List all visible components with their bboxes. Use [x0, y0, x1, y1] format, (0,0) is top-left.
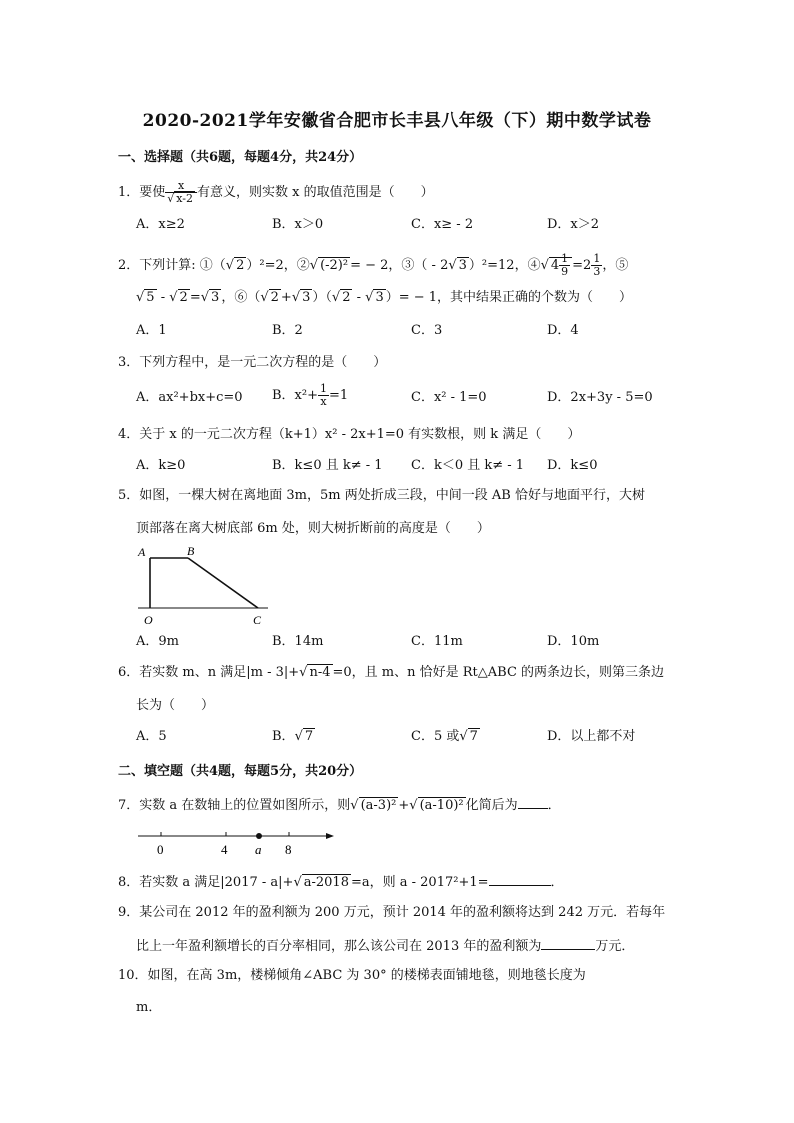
q1-option-d: D．x＞2 — [547, 217, 600, 232]
q1-fraction — [165, 180, 197, 205]
q6-option-d: D．以上都不对 — [547, 729, 636, 744]
question-2-line-1: 2．下列计算: ①（√ 2 ）²=2，②√ (-2)² = − 2，③（ - 2√ 3 ）²=12，④√ 4 $\frac{1}{9}$ =2 $\frac{1}{3}$ ，⑤ — [118, 252, 629, 278]
q3-b-frac — [318, 383, 329, 408]
q7-post: 化简后为 — [465, 798, 518, 813]
q2-text-i: =2 — [572, 258, 592, 273]
question-2-line-2: √ 5 - √ 2 =√ 3 ，⑥（√ 2 +√ 3 ）（√ 2 - √ 3 ）= − 1，其中结果正确的个数为（ ） — [136, 290, 633, 305]
q7-number-line — [134, 826, 344, 860]
question-5-line-2: 顶部落在离大树底部 6m 处，则大树折断前的高度是（ ） — [136, 521, 490, 536]
q6-option-c: C．5 或√ 7 — [411, 729, 478, 744]
q3-option-a: A．ax²+bx+c=0 — [136, 390, 243, 405]
q5-option-c: C．11m — [411, 634, 463, 649]
q8-post: =a，则 a - 2017²+1= — [350, 875, 489, 890]
q2-rad-i: 3 — [302, 290, 311, 305]
q7-point-a — [256, 833, 262, 839]
q2-rad-3: 3 — [211, 290, 220, 305]
q1-post: 有意义，则实数 x 的取值范围是（ ） — [197, 185, 434, 200]
q1-option-a: A．x≥2 — [136, 217, 185, 232]
q2-option-d: D．4 — [547, 323, 579, 338]
q5-option-a: A．9m — [136, 634, 179, 649]
q5-option-b: B．14m — [272, 634, 324, 649]
q3-b-pre: B．x²+ — [272, 388, 318, 403]
q6-c-pre: C．5 或 — [411, 729, 460, 744]
q5-option-d: D．10m — [547, 634, 600, 649]
q5-label-c: C — [253, 613, 262, 627]
q6-option-b: B．√ 7 — [272, 729, 314, 744]
q1-option-c: C．x≥ - 2 — [411, 217, 474, 232]
q2-paren: ）（ — [312, 290, 332, 305]
q6-b-rad: 7 — [304, 729, 314, 744]
q9-l2-post: 万元． — [595, 939, 635, 954]
q1-frac-num: x — [165, 180, 197, 193]
q2-text-a: 2．下列计算: ①（ — [118, 258, 226, 273]
q5-label-o: O — [144, 613, 153, 627]
q6-option-a: A．5 — [136, 729, 167, 744]
q3-option-b — [272, 383, 348, 408]
q6-b-pre: B． — [272, 729, 295, 744]
q2-option-b: B．2 — [272, 323, 303, 338]
section-heading-fill: 二、填空题（共4题，每题5分，共20分） — [118, 764, 363, 779]
q4-option-c: C．k＜0 且 k≠ - 1 — [411, 458, 525, 473]
section-heading-choice: 一、选择题（共6题，每题4分，共24分） — [118, 150, 363, 165]
q7-end: ． — [547, 798, 561, 813]
q1-option-b: B．x＞0 — [272, 217, 324, 232]
question-6-line-1: 6．若实数 m、n 满足|m - 3|+√ n-4 =0，且 m、n 恰好是 Rt△ABC 的两条边长，则第三条边 — [118, 665, 665, 680]
q6-text-c: =0，且 m、n 恰好是 Rt△ABC 的两条边长，则第三条边 — [332, 665, 665, 680]
question-10-line-2: m． — [136, 1000, 162, 1015]
q1-frac-den-radicand: x-2 — [176, 192, 194, 205]
page-title: 2020-2021学年安徽省合肥市长丰县八年级（下）期中数学试卷 — [142, 111, 652, 131]
q7-label-8: 8 — [285, 842, 292, 857]
q2-text-g: ）²=12，④ — [468, 258, 541, 273]
question-7: 7．实数 a 在数轴上的位置如图所示，则√ (a-3)² +√ (a-10)² 化简后为 ． — [118, 794, 561, 815]
q4-option-d: D．k≤0 — [547, 458, 598, 473]
q3-b-den: x — [320, 395, 327, 408]
q2-frac-i-den: 3 — [593, 265, 601, 278]
q5-segment-bc — [188, 558, 258, 608]
q8-rad: a-2018 — [303, 875, 349, 890]
q2-rad-k: 2 — [342, 290, 351, 305]
question-8: 8．若实数 a 满足|2017 - a|+√ a-2018 =a，则 a - 2017²+1= ． — [118, 871, 564, 892]
q7-axis-arrow — [326, 833, 334, 839]
q3-b-num: 1 — [320, 382, 327, 395]
q9-answer-blank[interactable] — [541, 935, 595, 950]
q2-rad-m: 3 — [375, 290, 384, 305]
q2-text-f6: ，⑥（ — [221, 290, 261, 305]
q2-rad-5: 5 — [146, 290, 155, 305]
q2-minus-2: - — [352, 290, 366, 305]
q8-pre: 8．若实数 a 满足|2017 - a|+ — [118, 875, 294, 890]
q6-c-rad: 7 — [469, 729, 478, 744]
q2-eq: = — [189, 290, 201, 305]
q7-rad-1: (a-3)² — [360, 798, 397, 813]
q2-minus: - — [156, 290, 170, 305]
q2-text-j: ，⑤ — [602, 258, 629, 273]
q2-rad-b: 2 — [236, 258, 245, 273]
q2-option-c: C．3 — [411, 323, 443, 338]
q3-option-d: D．2x+3y - 5=0 — [547, 390, 653, 405]
q2-text-e: = − 2，③（ - 2 — [350, 258, 449, 273]
q7-label-0: 0 — [157, 842, 164, 857]
q6-text-a: 6．若实数 m、n 满足|m - 3|+ — [118, 665, 300, 680]
question-5-line-1: 5．如图，一棵大树在离地面 3m，5m 两处折成三段，中间一段 AB 恰好与地面平行，大树 — [118, 488, 645, 503]
q2-frac-i — [591, 253, 602, 278]
q2-option-a: A．1 — [136, 323, 167, 338]
q2-rad-g: 2 — [270, 290, 279, 305]
q2-rad-2: 2 — [179, 290, 188, 305]
question-6-line-2: 长为（ ） — [136, 698, 215, 713]
q2-mixed-whole: 4 — [550, 258, 560, 273]
q7-plus: + — [398, 798, 410, 813]
q2-frac-i-num: 1 — [593, 252, 601, 265]
q7-pre: 7．实数 a 在数轴上的位置如图所示，则 — [118, 798, 351, 813]
q7-label-4: 4 — [221, 842, 228, 857]
question-3: 3．下列方程中，是一元二次方程的是（ ） — [118, 355, 387, 370]
q5-label-a: A — [138, 545, 146, 559]
q4-option-a: A．k≥0 — [136, 458, 186, 473]
q2-plus: + — [280, 290, 292, 305]
question-9-line-1: 9．某公司在 2012 年的盈利额为 200 万元，预计 2014 年的盈利额将达到 242 万元．若每年 — [118, 905, 666, 920]
q2-text-end: ）= − 1，其中结果正确的个数为（ ） — [385, 290, 633, 305]
q1-pre: 1．要使 — [118, 185, 166, 200]
q6-rad: n-4 — [309, 665, 331, 680]
q5-label-b: B — [187, 544, 195, 558]
q7-answer-blank[interactable] — [518, 794, 548, 809]
q2-text-c: ）²=2，② — [246, 258, 310, 273]
q2-mixed-num: 1 — [561, 252, 569, 265]
q8-end: ． — [550, 875, 564, 890]
q4-option-b: B．k≤0 且 k≠ - 1 — [272, 458, 383, 473]
question-10-line-1: 10．如图，在高 3m，楼梯倾角∠ABC 为 30° 的楼梯表面铺地毯，则地毯长度为 — [118, 968, 586, 983]
q2-mixed-den: 9 — [561, 265, 569, 278]
q2-rad-h — [549, 252, 572, 278]
q2-rad-f: 3 — [458, 258, 467, 273]
q2-rad-d: (-2)² — [320, 258, 349, 273]
q2-mixed-frac — [559, 253, 570, 278]
q3-option-c: C．x² - 1=0 — [411, 390, 487, 405]
q5-tree-figure — [134, 540, 274, 630]
question-9-line-2 — [136, 935, 634, 956]
q7-label-a: a — [255, 842, 262, 857]
q3-b-post: =1 — [329, 388, 349, 403]
q1-frac-den: √ x-2 — [167, 192, 194, 205]
q8-answer-blank[interactable] — [489, 871, 551, 886]
question-1 — [118, 180, 434, 205]
q9-l2-pre: 比上一年盈利额增长的百分率相同，那么该公司在 2013 年的盈利额为 — [136, 939, 542, 954]
question-4: 4．关于 x 的一元二次方程（k+1）x² - 2x+1=0 有实数根，则 k 满足（ ） — [118, 427, 581, 442]
q7-rad-2: (a-10)² — [419, 798, 464, 813]
